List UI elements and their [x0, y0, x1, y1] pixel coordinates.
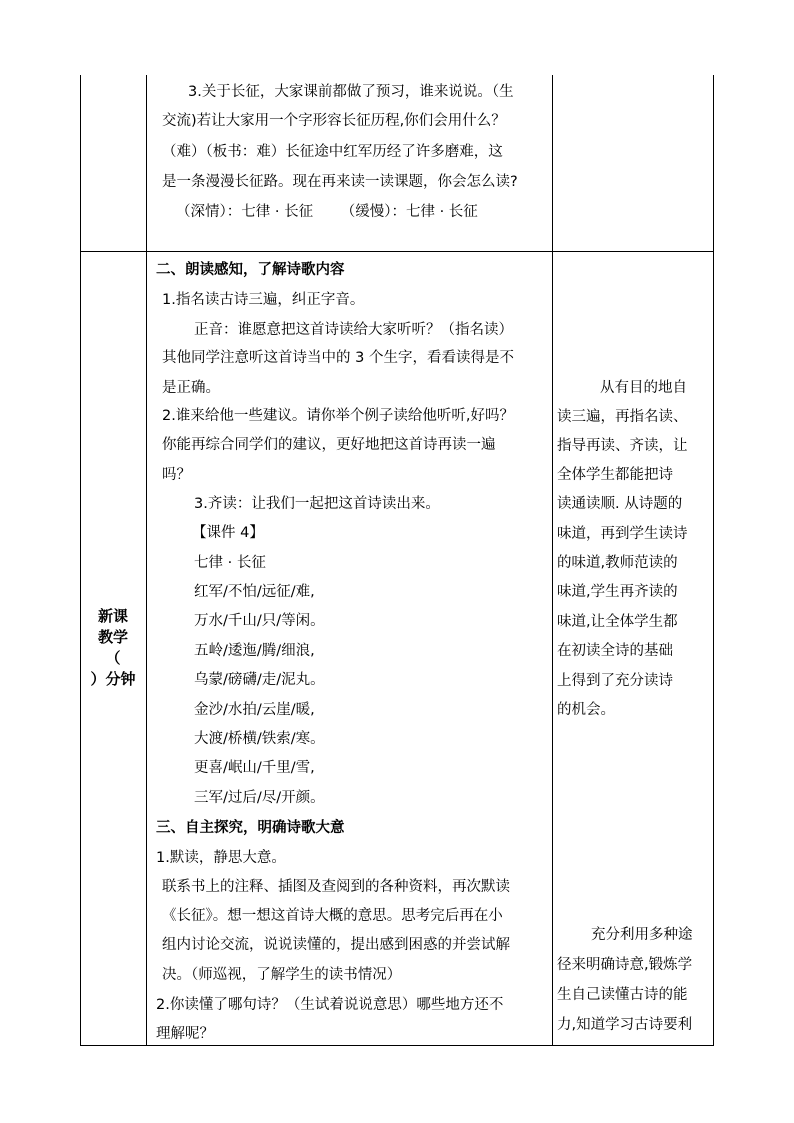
- paragraph: 你能再综合同学们的建议，更好地把这首诗再读一遍: [162, 437, 496, 453]
- poem-line: 乌蒙/磅礴/走/泥丸。: [194, 672, 325, 688]
- note-line: 全体学生都能把诗: [557, 467, 673, 483]
- stage-label-line: 新课: [97, 607, 128, 625]
- poem-line: 三军/过后/尽/开颜。: [194, 790, 325, 806]
- paragraph: 组内讨论交流，说说读懂的，提出感到困惑的并尝试解: [162, 937, 510, 953]
- stage-label-line: （: [105, 649, 121, 667]
- note-line: 味道,让全体学生都: [557, 614, 678, 630]
- note-line: 在初读全诗的基础: [557, 643, 673, 659]
- paragraph: 决。（师巡视，了解学生的读书情况）: [162, 967, 402, 983]
- note-line: 充分利用多种途: [591, 927, 693, 943]
- note-line: 味道,学生再齐读的: [557, 584, 678, 600]
- paragraph: 其他同学注意听这首诗当中的 3 个生字，看看读得是不: [162, 350, 514, 366]
- stage-label-line: ）分钟: [90, 670, 136, 688]
- paragraph: 3.齐读：让我们一起把这首诗读出来。: [194, 496, 440, 512]
- poem-line: 更喜/岷山/千里/雪,: [194, 760, 315, 776]
- table-border-right: [713, 75, 714, 1046]
- table-divider-col1: [146, 75, 147, 1046]
- poem-line: 红军/不怕/远征/难,: [194, 584, 315, 600]
- intro-line: （难）（板书：难）长征途中红军历经了许多磨难，这: [162, 144, 503, 160]
- intro-line: 交流)若让大家用一个字形容长征历程,你们会用什么？: [162, 113, 506, 129]
- stage-label: [80, 606, 146, 690]
- section-heading: 三、自主探究，明确诗歌大意: [156, 820, 345, 836]
- poem-title: 七律 · 长征: [194, 555, 266, 571]
- note-line: 力,知道学习古诗要利: [557, 1017, 693, 1033]
- poem-line: 万水/千山/只/等闲。: [194, 613, 325, 629]
- table-border-bottom: [80, 1045, 714, 1046]
- paragraph: 1.指名读古诗三遍，纠正字音。: [162, 292, 365, 308]
- note-line: 从有目的地自: [600, 380, 687, 396]
- note-line: 味道，再到学生读诗: [557, 526, 688, 542]
- paragraph: 《长征》。想一想这首诗大概的意思。思考完后再在小: [162, 908, 503, 924]
- paragraph: 联系书上的注释、插图及查阅到的各种资料，再次默读: [162, 879, 510, 895]
- table-divider-col2: [552, 75, 553, 1046]
- section-heading: 二、朗读感知，了解诗歌内容: [156, 262, 345, 278]
- note-line: 径来明确诗意,锻炼学: [557, 957, 693, 973]
- courseware-label: 【课件 4】: [192, 525, 264, 541]
- stage-label-line: 教学: [97, 628, 128, 646]
- note-line: 的机会。: [557, 702, 615, 718]
- paragraph: 是正确。: [162, 380, 220, 396]
- intro-line: （深情）：七律 · 长征 （缓慢）：七律 · 长征: [176, 204, 478, 220]
- intro-line: 3.关于长征，大家课前都做了预习，谁来说说。（生: [188, 84, 514, 100]
- paragraph: 吗？: [162, 467, 191, 483]
- note-line: 读三遍，再指名读、: [557, 409, 688, 425]
- paragraph: 2.谁来给他一些建议。请你举个例子读给他听听,好吗？: [162, 408, 514, 424]
- table-row-divider: [80, 251, 714, 252]
- paragraph: 1.默读，静思大意。: [156, 850, 286, 866]
- note-line: 上得到了充分读诗: [557, 673, 673, 689]
- paragraph: 2.你读懂了哪句诗？（生试着说说意思）哪些地方还不: [156, 997, 504, 1013]
- note-line: 的味道,教师范读的: [557, 555, 678, 571]
- poem-line: 金沙/水拍/云崖/暖,: [194, 702, 315, 718]
- note-line: 指导再读、齐读，让: [557, 438, 688, 454]
- intro-line: 是一条漫漫长征路。现在再来读一读课题，你会怎么读?: [162, 174, 518, 190]
- poem-line: 五岭/逶迤/腾/细浪,: [194, 643, 315, 659]
- note-line: 生自己读懂古诗的能: [557, 987, 688, 1003]
- table-border-left: [80, 75, 81, 1046]
- poem-line: 大渡/桥横/铁索/寒。: [194, 731, 325, 747]
- paragraph: 理解呢？: [156, 1026, 214, 1042]
- paragraph: 正音：谁愿意把这首诗读给大家听听？（指名读）: [194, 322, 513, 338]
- note-line: 读通读顺. 从诗题的: [557, 496, 683, 512]
